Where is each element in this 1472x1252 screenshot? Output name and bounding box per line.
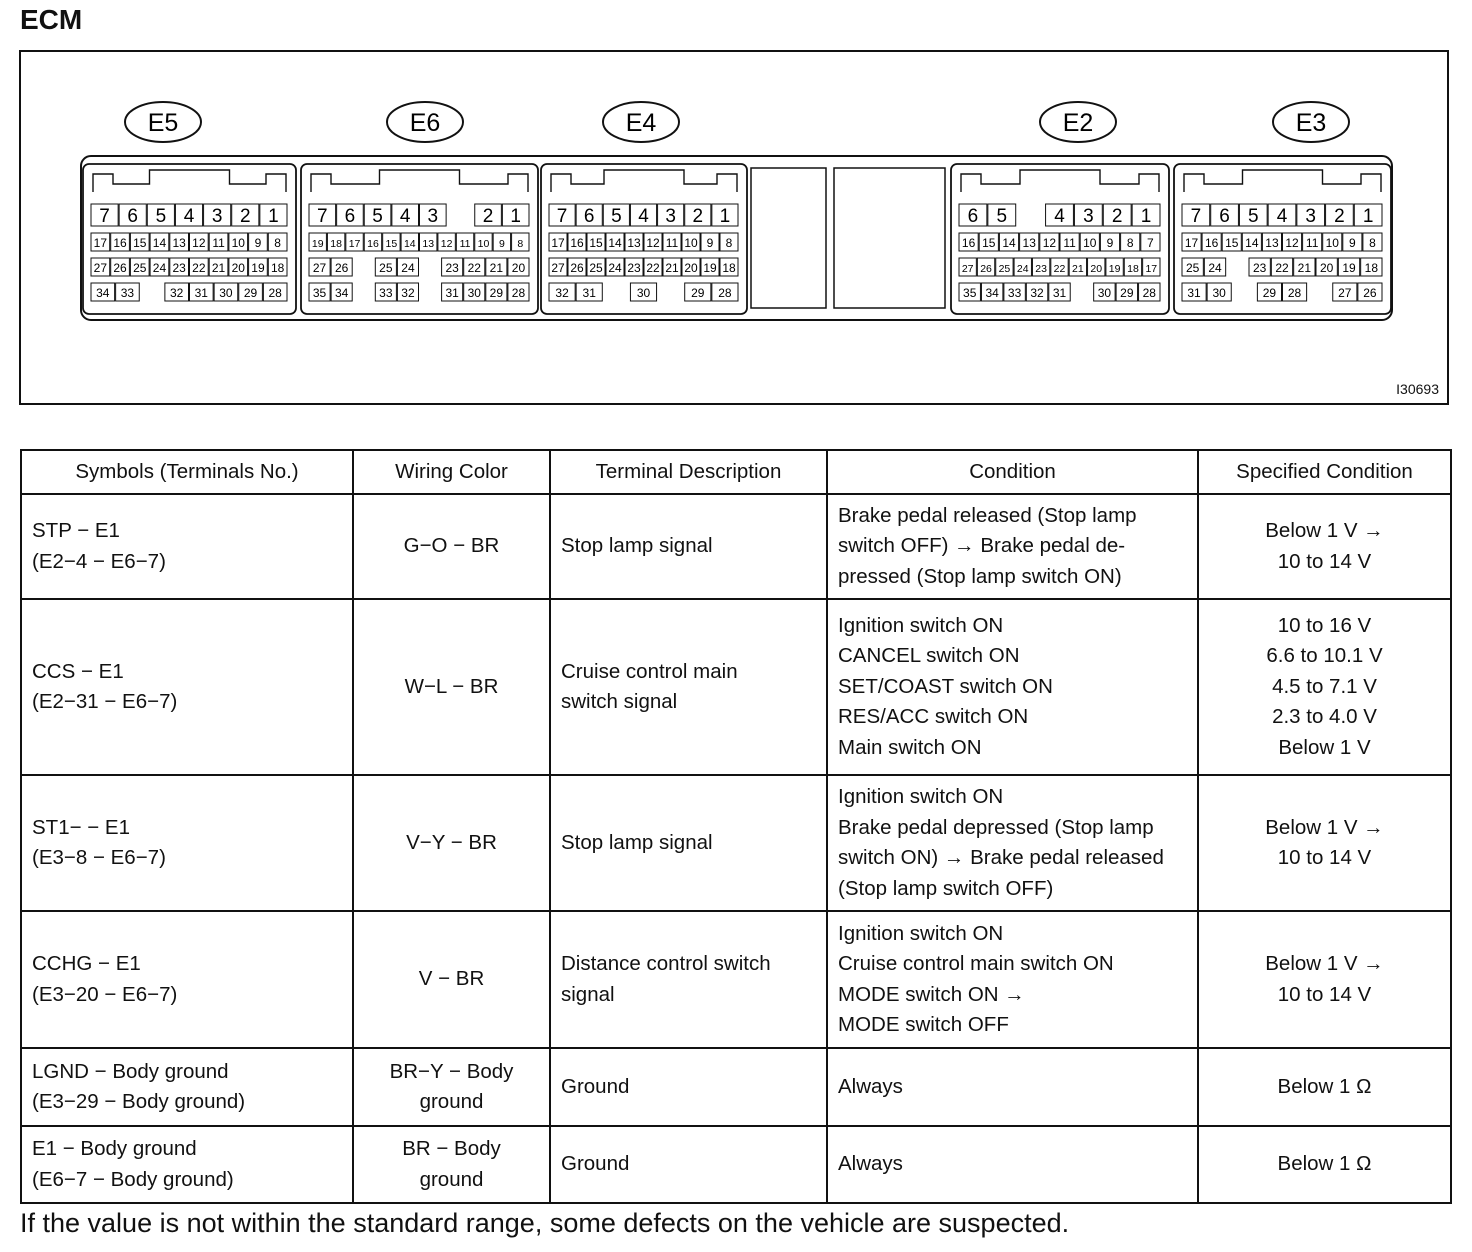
terminal-number: 15 [589,236,603,250]
terminal-number: 12 [646,236,660,250]
cell-line: (E2−4 − E6−7) [32,549,166,573]
terminal-number: 25 [998,263,1011,275]
terminal-number: 9 [498,238,505,250]
terminal-number: 9 [254,236,262,250]
terminal-number: 26 [113,261,127,275]
terminal-number: 19 [1342,261,1356,275]
terminal-number: 30 [467,286,481,300]
terminal-number: 25 [133,261,147,275]
terminal-number: 31 [445,286,459,300]
wiring-color-cell [353,1126,550,1203]
terminal-number: 32 [170,286,184,300]
header-wiring-color: Wiring Color [353,450,550,494]
table-row [21,494,1451,599]
cell-line: 10 to 14 V [1277,982,1372,1006]
table-row [21,599,1451,775]
connector-label: E2 [1062,109,1094,137]
terminal-number: 17 [1184,236,1199,250]
terminal-number: 16 [113,236,127,250]
terminal-number: 2 [482,206,494,227]
terminal-number: 22 [1275,261,1289,275]
cell-line: Below 1 V → [1265,815,1384,839]
cell-line: switch ON) → Brake pedal released [838,846,1164,869]
cell-line: Stop lamp signal [561,534,713,558]
terminal-number: 8 [1126,236,1134,250]
cell-line: 10 to 14 V [1277,846,1372,869]
header-symbols: Symbols (Terminals No.) [21,450,353,494]
cell-line: E1 − Body ground [32,1137,197,1160]
cell-line: BR − Body [402,1137,501,1160]
cell-line: Ignition switch ON [838,613,1004,637]
terminal-number: 12 [1042,236,1057,250]
cell-line: ground [419,1090,484,1113]
terminal-number: 10 [231,236,245,250]
cell-line: Below 1 Ω [1277,1152,1372,1176]
terminal-number: 5 [155,206,167,227]
terminal-number: 5 [1247,206,1259,227]
terminal-number: 22 [646,261,660,275]
terminal-number: 24 [1016,263,1029,275]
connector-label: E6 [409,109,441,137]
terminal-number: 1 [719,206,731,227]
terminal-number: 11 [1063,236,1076,250]
terminal-number: 10 [1325,236,1339,250]
terminal-number: 13 [422,238,435,250]
spec-cell [1198,494,1451,599]
terminal-number: 21 [211,261,226,275]
cell-line: Brake pedal depressed (Stop lamp [838,815,1154,839]
spec-cell [1198,1048,1451,1126]
terminal-number: 5 [372,206,383,227]
terminal-number: 6 [967,206,979,227]
cell-line: Ignition switch ON [838,921,1004,945]
terminal-number: 7 [99,206,110,227]
header-terminal-description: Terminal Description [550,450,827,494]
terminal-number: 14 [1002,236,1016,250]
wiring-color-cell [353,1048,550,1126]
cell-line: MODE switch OFF [838,1013,1009,1036]
cell-line: Brake pedal released (Stop lamp [838,503,1137,527]
terminal-number: 18 [722,261,736,275]
terminal-number: 24 [152,261,167,275]
terminal-number: 28 [1142,286,1156,300]
cell-line: MODE switch ON → [838,982,1025,1006]
blank-block [751,168,826,308]
terminal-number: 29 [1120,286,1134,300]
terminal-number: 23 [445,261,459,275]
wiring-color-cell [353,599,550,775]
terminal-number: 18 [330,238,342,250]
terminal-number: 14 [403,238,416,250]
terminal-number: 24 [1208,261,1222,275]
spec-cell [1198,775,1451,911]
table-header-row [21,450,1451,494]
terminal-number: 25 [589,261,603,275]
condition-cell [827,1126,1198,1203]
terminal-number: 23 [1035,263,1047,275]
cell-line: RES/ACC switch ON [838,705,1029,729]
terminal-number: 18 [270,261,285,275]
terminal-number: 3 [427,206,439,227]
wiring-color-cell [353,911,550,1048]
cell-line: Always [838,1152,903,1176]
cell-line: STP − E1 [32,519,120,542]
header-condition: Condition [827,450,1198,494]
symbol-cell [21,911,353,1048]
footnote: If the value is not within the standard range, some defects on the vehicle are suspected. [20,1208,1070,1238]
terminal-number: 26 [980,263,992,275]
terminal-number: 25 [1185,261,1200,275]
connector-latch [551,170,737,192]
cell-line: Below 1 V [1278,735,1371,759]
terminal-number: 19 [703,261,717,275]
terminal-number: 6 [127,206,139,227]
terminal-number: 28 [511,286,526,300]
terminal-number: 8 [1369,236,1376,250]
terminal-number: 10 [477,238,490,250]
terminal-number: 1 [268,206,279,227]
cell-line: V−Y − BR [406,830,497,854]
terminal-number: 9 [706,236,714,250]
terminal-number: 2 [1334,206,1345,227]
terminal-number: 21 [665,261,679,275]
terminal-number: 25 [379,261,393,275]
cell-line: (E3−20 − E6−7) [32,982,178,1006]
cell-line: Distance control switch [561,952,771,975]
terminal-number: 18 [1127,263,1139,275]
terminal-number: 17 [1145,263,1158,275]
terminal-number: 29 [1262,286,1277,300]
terminal-number: 15 [385,238,398,250]
terminal-number: 35 [963,286,977,300]
cell-line: 10 to 14 V [1277,549,1372,573]
terminal-number: 19 [311,238,324,250]
terminal-number: 17 [551,236,565,250]
terminal-number: 14 [152,236,167,250]
terminal-number: 35 [312,286,327,300]
condition-cell [827,911,1198,1048]
terminal-number: 20 [684,261,698,275]
terminal-number: 10 [684,236,698,250]
spec-cell [1198,1126,1451,1203]
terminal-number: 8 [274,236,281,250]
terminal-number: 15 [982,236,996,250]
cell-line: Below 1 Ω [1277,1074,1372,1098]
terminal-number: 17 [348,238,361,250]
terminal-number: 20 [511,261,526,275]
terminal-number: 34 [985,286,999,300]
terminal-number: 7 [1190,206,1202,227]
terminal-number: 11 [212,236,225,250]
cell-line: 10 to 16 V [1277,613,1372,637]
terminal-number: 7 [556,206,568,227]
cell-line: Ground [561,1152,630,1176]
terminal-number: 29 [243,286,258,300]
ecm-connector-diagram [19,50,1449,405]
terminal-number: 21 [1297,261,1312,275]
terminal-number: 24 [608,261,622,275]
connector-label: E4 [625,109,657,137]
terminal-number: 1 [510,206,521,227]
table-row [21,775,1451,911]
terminal-number: 7 [317,206,328,227]
cell-line: Below 1 V → [1265,519,1384,542]
terminal-number: 32 [401,286,415,300]
terminal-number: 33 [120,286,135,300]
terminal-number: 31 [194,286,208,300]
terminal-number: 4 [1054,206,1065,227]
cell-line: Ground [561,1074,630,1098]
terminal-number: 23 [1252,261,1267,275]
terminal-number: 22 [467,261,481,275]
terminal-number: 22 [192,261,206,275]
terminal-number: 17 [93,236,108,250]
terminal-number: 3 [665,206,676,227]
terminal-number: 29 [489,286,504,300]
description-cell [550,775,827,911]
terminal-number: 30 [219,286,233,300]
terminal-number: 7 [1147,236,1154,250]
terminal-number: 16 [961,236,976,250]
terminal-number: 20 [1319,261,1334,275]
cell-line: (E2−31 − E6−7) [32,690,178,713]
terminal-number: 5 [996,206,1008,227]
terminal-number: 14 [608,236,622,250]
terminal-number: 4 [638,206,649,227]
wiring-color-cell [353,775,550,911]
terminal-number: 29 [691,286,705,300]
terminal-number: 5 [611,206,622,227]
cell-line: CANCEL switch ON [838,644,1020,668]
terminal-spec-table [20,449,1452,1204]
terminal-number: 28 [1287,286,1302,300]
terminal-number: 4 [399,206,411,227]
cell-line: W−L − BR [404,674,499,698]
terminal-number: 27 [1338,286,1352,300]
terminal-number: 2 [692,206,704,227]
terminal-number: 1 [1140,206,1152,227]
terminal-number: 26 [1363,286,1377,300]
terminal-number: 15 [1225,236,1239,250]
terminal-number: 18 [1364,261,1379,275]
cell-line: Main switch ON [838,735,982,759]
terminal-number: 16 [1204,236,1219,250]
terminal-number: 24 [401,261,415,275]
connector-label: E3 [1295,109,1327,137]
terminal-number: 10 [1083,236,1097,250]
terminal-number: 31 [582,286,596,300]
terminal-number: 28 [268,286,282,300]
terminal-number: 12 [1285,236,1299,250]
terminal-number: 31 [1052,286,1067,300]
terminal-number: 27 [551,261,565,275]
terminal-number: 6 [344,206,356,227]
terminal-number: 19 [251,261,265,275]
terminal-number: 32 [555,286,569,300]
description-cell [550,911,827,1048]
symbol-cell [21,599,353,775]
terminal-number: 13 [627,236,641,250]
cell-line: ground [419,1167,484,1191]
terminal-number: 9 [1106,236,1114,250]
cell-line: (E6−7 − Body ground) [32,1167,234,1191]
terminal-number: 3 [1305,206,1317,227]
terminal-number: 31 [1187,286,1201,300]
terminal-number: 3 [211,206,223,227]
cell-line: BR−Y − Body [389,1059,514,1083]
blank-block [834,168,945,308]
cell-line: (Stop lamp switch OFF) [838,876,1054,900]
cell-line: CCS − E1 [32,659,124,683]
terminal-number: 34 [334,286,349,300]
terminal-number: 30 [636,286,651,300]
terminal-number: 26 [334,261,349,275]
cell-line: Cruise control main [561,659,738,683]
cell-line: 6.6 to 10.1 V [1266,644,1383,668]
cell-line: Below 1 V → [1265,952,1384,975]
terminal-number: 21 [1072,263,1084,275]
connector-latch [93,170,286,192]
connector-label: E5 [147,109,179,137]
description-cell [550,1048,827,1126]
terminal-number: 23 [172,261,186,275]
terminal-number: 20 [1090,263,1103,275]
table-row [21,1126,1451,1203]
terminal-number: 22 [1053,263,1066,275]
terminal-number: 27 [312,261,327,275]
terminal-number: 2 [239,206,251,227]
terminal-number: 8 [517,238,524,250]
terminal-number: 1 [1362,206,1374,227]
cell-line: G−O − BR [403,534,500,558]
terminal-number: 23 [627,261,641,275]
condition-cell [827,599,1198,775]
terminal-number: 33 [379,286,393,300]
condition-cell [827,494,1198,599]
description-cell [550,599,827,775]
terminal-number: 28 [718,286,732,300]
terminal-number: 14 [1245,236,1259,250]
symbol-cell [21,1126,353,1203]
terminal-number: 12 [192,236,206,250]
terminal-number: 16 [570,236,584,250]
terminal-number: 34 [96,286,110,300]
cell-line: ST1− − E1 [32,815,131,839]
spec-cell [1198,911,1451,1048]
terminal-number: 11 [459,238,471,250]
connector-latch [311,170,528,192]
cell-line: (E3−8 − E6−7) [32,846,166,869]
table-row [21,1048,1451,1126]
connector-latch [1184,170,1381,192]
terminal-number: 11 [665,236,679,250]
terminal-number: 27 [961,263,974,275]
terminal-number: 12 [440,238,453,250]
description-cell [550,1126,827,1203]
cell-line: Ignition switch ON [838,785,1004,808]
terminal-number: 30 [1097,286,1112,300]
description-cell [550,494,827,599]
terminal-number: 20 [231,261,245,275]
terminal-number: 11 [1305,236,1319,250]
cell-line: 2.3 to 4.0 V [1272,705,1377,729]
terminal-number: 4 [183,206,195,227]
terminal-number: 33 [1007,286,1022,300]
condition-cell [827,775,1198,911]
figure-id: I30693 [1396,381,1439,397]
terminal-number: 30 [1212,286,1226,300]
condition-cell [827,1048,1198,1126]
terminal-number: 9 [1349,236,1356,250]
terminal-number: 26 [570,261,584,275]
table-row [21,911,1451,1048]
terminal-number: 19 [1108,263,1121,275]
terminal-number: 6 [583,206,595,227]
spec-cell [1198,599,1451,775]
cell-line: Always [838,1074,903,1098]
cell-line: signal [561,982,615,1006]
connector-latch [961,170,1159,192]
terminal-number: 8 [725,236,733,250]
symbol-cell [21,494,353,599]
wiring-color-cell [353,494,550,599]
cell-line: switch signal [561,690,678,713]
terminal-number: 15 [133,236,147,250]
terminal-number: 13 [1265,236,1279,250]
cell-line: switch OFF) → Brake pedal de- [838,534,1126,558]
symbol-cell [21,1048,353,1126]
terminal-number: 13 [1022,236,1036,250]
connector-drawing [21,52,1446,402]
cell-line: V − BR [418,967,485,991]
cell-line: 4.5 to 7.1 V [1272,674,1377,698]
header-specified-condition: Specified Condition [1198,450,1451,494]
terminal-number: 4 [1276,206,1288,227]
cell-line: LGND − Body ground [32,1059,229,1083]
cell-line: CCHG − E1 [32,952,141,975]
terminal-number: 21 [489,261,504,275]
cell-line: Stop lamp signal [561,830,713,854]
symbol-cell [21,775,353,911]
terminal-number: 13 [172,236,186,250]
cell-line: Cruise control main switch ON [838,952,1114,975]
cell-line: SET/COAST switch ON [838,674,1053,698]
terminal-number: 32 [1030,286,1044,300]
terminal-number: 2 [1111,206,1123,227]
terminal-number: 3 [1083,206,1094,227]
page-title: ECM [20,4,83,35]
cell-line: (E3−29 − Body ground) [32,1090,246,1113]
terminal-number: 27 [93,261,108,275]
terminal-number: 16 [367,238,379,250]
terminal-number: 6 [1219,206,1230,227]
cell-line: pressed (Stop lamp switch ON) [838,564,1122,588]
